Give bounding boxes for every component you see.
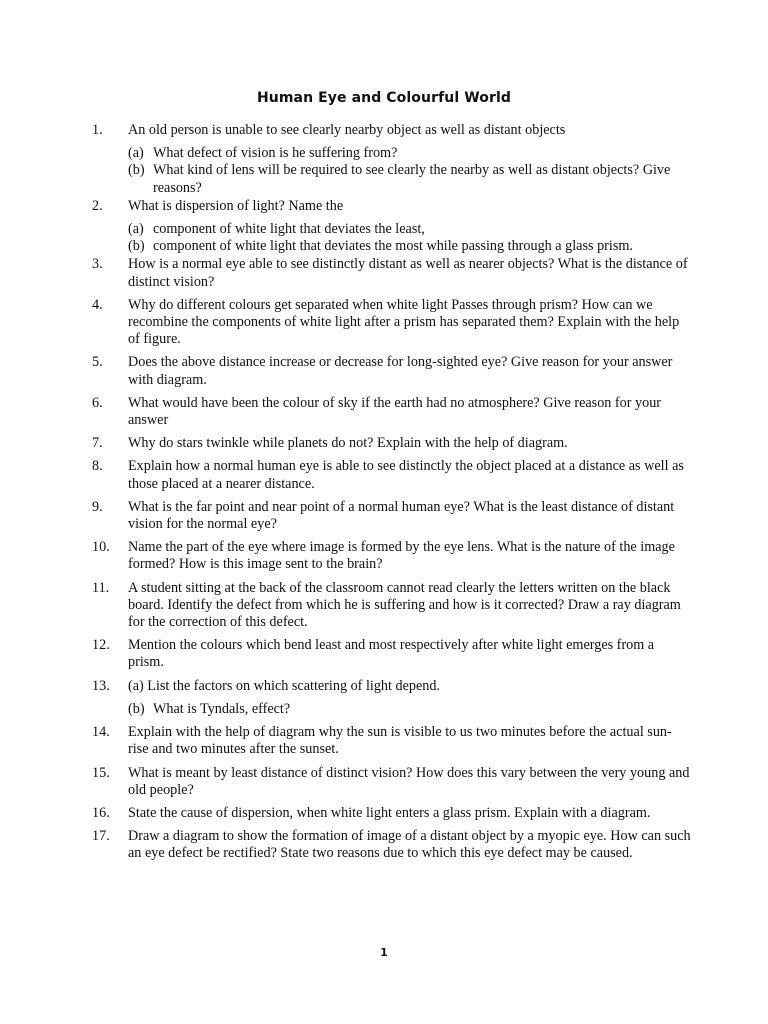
question-body bbox=[128, 198, 692, 256]
question-number: 14. bbox=[92, 724, 110, 741]
question-number: 13. bbox=[92, 677, 110, 694]
question-number: 5. bbox=[92, 354, 103, 371]
sub-question-label: (b) bbox=[128, 238, 145, 255]
question-text: Why do stars twinkle while planets do not? Explain with the help of diagram. bbox=[128, 435, 568, 452]
question-number: 4. bbox=[92, 296, 103, 313]
question-number: 10. bbox=[92, 539, 110, 556]
sub-question-text: component of white light that deviates the least, bbox=[153, 221, 425, 238]
question-text: A student sitting at the back of the classroom cannot read clearly the letters written on the black board. Identify the defect from which he is suffering and how is it corrected? Draw a ray diagram for the correction of this defect. bbox=[128, 579, 681, 631]
question-item bbox=[92, 198, 692, 256]
question-item bbox=[92, 122, 692, 197]
question-text: Does the above distance increase or decrease for long-sighted eye? Give reason for your answer with diagram. bbox=[128, 354, 673, 388]
question-text: What is the far point and near point of a normal human eye? What is the least distance of distant vision for the normal eye? bbox=[128, 498, 675, 533]
question-text: Why do different colours get separated when white light Passes through prism? How can we recombine the components of white light after a prism has separated them? Explain with the help of figure. bbox=[128, 296, 680, 348]
question-text: Draw a diagram to show the formation of image of a distant object by a myopic eye. How can such an eye defect be rectified? State two reasons due to which this eye defect may be caused. bbox=[128, 828, 691, 862]
question-item bbox=[92, 256, 692, 290]
sub-question-label: (a) bbox=[128, 145, 144, 162]
question-item bbox=[92, 499, 692, 533]
sub-question-text: What kind of lens will be required to see clearly the nearby as well as distant objects? Give reasons? bbox=[153, 162, 671, 196]
question-list bbox=[92, 122, 692, 869]
question-number: 17. bbox=[92, 828, 110, 845]
question-number: 12. bbox=[92, 637, 110, 654]
question-text: An old person is unable to see clearly nearby object as well as distant objects bbox=[128, 122, 566, 138]
sub-question-label: (b) bbox=[128, 700, 145, 717]
sub-question bbox=[128, 221, 692, 238]
sub-question bbox=[128, 238, 692, 255]
question-text: Explain with the help of diagram why the sun is visible to us two minutes before the actual sun-rise and two minutes after the sunset. bbox=[128, 724, 672, 758]
question-item bbox=[92, 395, 692, 429]
question-text: State the cause of dispersion, when white light enters a glass prism. Explain with a diagram. bbox=[128, 804, 651, 821]
question-text: Explain how a normal human eye is able to see distinctly the object placed at a distance as well as those placed at a nearer distance. bbox=[128, 458, 684, 492]
question-item bbox=[92, 765, 692, 799]
question-item bbox=[92, 458, 692, 492]
question-text: What would have been the colour of sky if the earth had no atmosphere? Give reason for your answer bbox=[128, 394, 662, 429]
question-item bbox=[92, 678, 692, 718]
sub-question-text: What is Tyndals, effect? bbox=[153, 700, 291, 717]
question-item bbox=[92, 637, 692, 671]
question-item bbox=[92, 435, 692, 452]
question-text: Mention the colours which bend least and most respectively after white light emerges from a prism. bbox=[128, 637, 655, 671]
question-number: 11. bbox=[92, 579, 110, 596]
question-number: 7. bbox=[92, 435, 103, 452]
question-item bbox=[92, 580, 692, 632]
question-body bbox=[128, 678, 692, 718]
question-number: 6. bbox=[92, 394, 103, 411]
sub-question-label: (b) bbox=[128, 162, 145, 179]
sub-question-label: (a) bbox=[128, 221, 144, 238]
question-number: 15. bbox=[92, 764, 110, 781]
question-item bbox=[92, 724, 692, 758]
question-item bbox=[92, 805, 692, 822]
sub-question bbox=[128, 145, 692, 162]
question-item bbox=[92, 539, 692, 573]
question-item bbox=[92, 297, 692, 349]
question-number: 9. bbox=[92, 498, 103, 515]
page-number: 1 bbox=[380, 946, 388, 959]
question-number: 16. bbox=[92, 804, 110, 821]
sub-question-text: What defect of vision is he suffering from? bbox=[153, 145, 398, 162]
question-text: (a) List the factors on which scattering of light depend. bbox=[128, 677, 441, 694]
sub-question bbox=[128, 162, 692, 196]
question-text: How is a normal eye able to see distinctly distant as well as nearer objects? What is the distance of distinct vision? bbox=[128, 256, 688, 290]
page-title: Human Eye and Colourful World bbox=[256, 90, 512, 106]
question-text: What is meant by least distance of distinct vision? How does this vary between the very young and old people? bbox=[128, 764, 690, 798]
question-number: 2. bbox=[92, 197, 103, 214]
question-number: 8. bbox=[92, 458, 103, 475]
sub-question bbox=[128, 701, 692, 718]
sub-question-text: component of white light that deviates the most while passing through a glass prism. bbox=[153, 238, 633, 255]
question-number: 1. bbox=[92, 122, 103, 138]
question-number: 3. bbox=[92, 256, 103, 273]
question-body bbox=[128, 122, 692, 197]
question-text: Name the part of the eye where image is formed by the eye lens. What is the nature of the image formed? How is this image sent to the brain? bbox=[128, 539, 675, 573]
question-text: What is dispersion of light? Name the bbox=[128, 197, 344, 214]
question-item bbox=[92, 828, 692, 862]
question-item bbox=[92, 354, 692, 388]
